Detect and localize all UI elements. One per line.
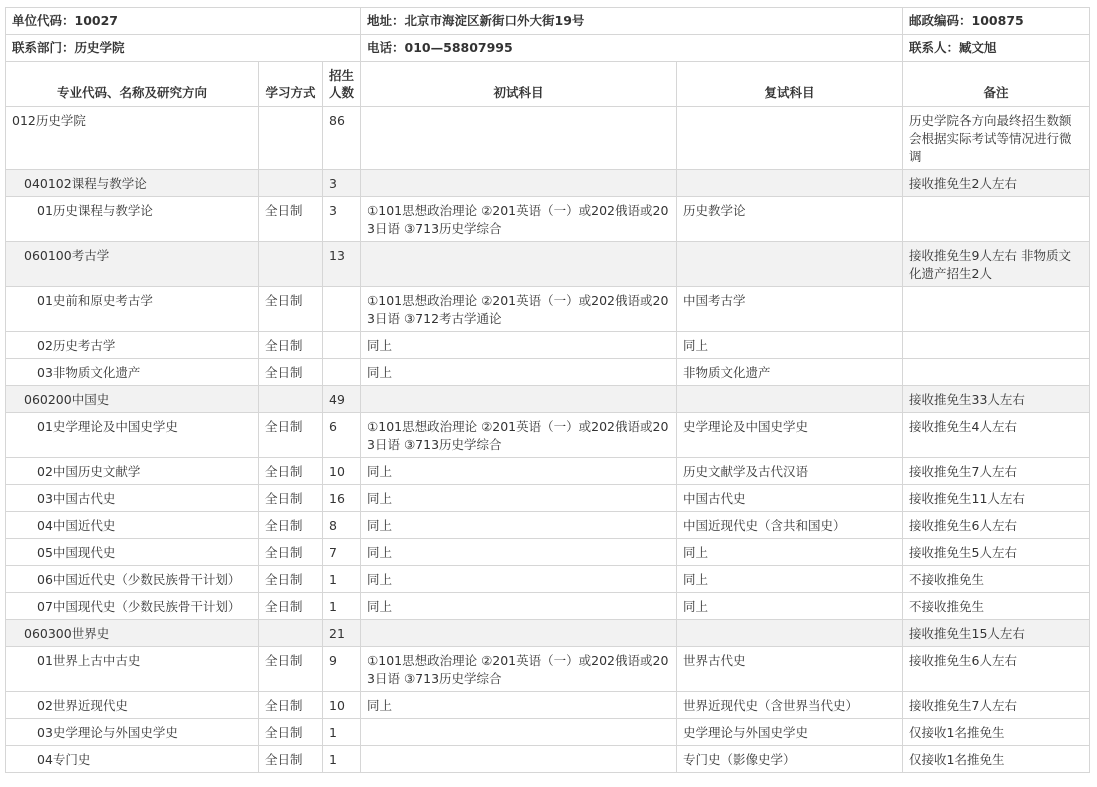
cell-count: 21 — [323, 620, 361, 647]
cell-notes: 历史学院各方向最终招生数额会根据实际考试等情况进行微调 — [903, 107, 1090, 170]
cell-major: 07中国现代史（少数民族骨干计划） — [6, 593, 259, 620]
cell-retest: 非物质文化遗产 — [677, 359, 903, 386]
address: 地址：北京市海淀区新街口外大街19号 — [361, 8, 903, 35]
cell-major: 01史前和原史考古学 — [6, 287, 259, 332]
cell-exam: 同上 — [361, 485, 677, 512]
info-row-1 — [6, 8, 1090, 35]
cell-major: 060200中国史 — [6, 386, 259, 413]
cell-retest: 历史教学论 — [677, 197, 903, 242]
cell-notes: 接收推免生2人左右 — [903, 170, 1090, 197]
table-row — [6, 620, 1090, 647]
cell-notes: 不接收推免生 — [903, 593, 1090, 620]
cell-major: 01历史课程与教学论 — [6, 197, 259, 242]
cell-retest — [677, 386, 903, 413]
cell-mode: 全日制 — [259, 719, 323, 746]
cell-count: 6 — [323, 413, 361, 458]
table-row — [6, 197, 1090, 242]
cell-retest: 中国古代史 — [677, 485, 903, 512]
cell-major: 01世界上古中古史 — [6, 647, 259, 692]
cell-notes: 接收推免生11人左右 — [903, 485, 1090, 512]
cell-retest: 史学理论与外国史学史 — [677, 719, 903, 746]
cell-major: 06中国近代史（少数民族骨干计划） — [6, 566, 259, 593]
cell-retest: 史学理论及中国史学史 — [677, 413, 903, 458]
header-count — [323, 62, 361, 107]
table-row — [6, 746, 1090, 773]
cell-major: 02历史考古学 — [6, 332, 259, 359]
cell-exam: ①101思想政治理论 ②201英语（一）或202俄语或203日语 ③713历史学综合 — [361, 413, 677, 458]
cell-major: 05中国现代史 — [6, 539, 259, 566]
header-mode: 学习方式 — [259, 62, 323, 107]
cell-notes: 接收推免生33人左右 — [903, 386, 1090, 413]
cell-count: 8 — [323, 512, 361, 539]
cell-exam — [361, 746, 677, 773]
cell-count: 9 — [323, 647, 361, 692]
cell-major: 04专门史 — [6, 746, 259, 773]
table-row — [6, 512, 1090, 539]
cell-count: 10 — [323, 458, 361, 485]
table-row — [6, 107, 1090, 170]
cell-count: 1 — [323, 566, 361, 593]
cell-notes: 仅接收1名推免生 — [903, 719, 1090, 746]
cell-mode: 全日制 — [259, 512, 323, 539]
cell-notes: 接收推免生6人左右 — [903, 647, 1090, 692]
table-row — [6, 458, 1090, 485]
cell-exam: 同上 — [361, 593, 677, 620]
cell-retest: 专门史（影像史学） — [677, 746, 903, 773]
table-row — [6, 566, 1090, 593]
cell-mode — [259, 620, 323, 647]
cell-count: 13 — [323, 242, 361, 287]
cell-count: 1 — [323, 746, 361, 773]
cell-notes: 接收推免生5人左右 — [903, 539, 1090, 566]
cell-count: 3 — [323, 197, 361, 242]
cell-major: 060300世界史 — [6, 620, 259, 647]
cell-retest — [677, 107, 903, 170]
cell-mode: 全日制 — [259, 593, 323, 620]
cell-exam: 同上 — [361, 458, 677, 485]
header-exam: 初试科目 — [361, 62, 677, 107]
cell-retest — [677, 170, 903, 197]
cell-mode — [259, 107, 323, 170]
cell-notes: 接收推免生4人左右 — [903, 413, 1090, 458]
cell-exam: 同上 — [361, 332, 677, 359]
cell-mode — [259, 170, 323, 197]
header-count-line1: 招生 — [329, 68, 355, 83]
cell-mode: 全日制 — [259, 746, 323, 773]
cell-mode: 全日制 — [259, 287, 323, 332]
cell-count: 86 — [323, 107, 361, 170]
cell-exam: 同上 — [361, 359, 677, 386]
header-row — [6, 62, 1090, 107]
header-count-line2: 人数 — [329, 85, 355, 100]
cell-count: 49 — [323, 386, 361, 413]
cell-notes: 接收推免生7人左右 — [903, 458, 1090, 485]
cell-exam — [361, 620, 677, 647]
cell-notes: 仅接收1名推免生 — [903, 746, 1090, 773]
phone: 电话：010—58807995 — [361, 35, 903, 62]
cell-notes: 接收推免生7人左右 — [903, 692, 1090, 719]
cell-exam — [361, 719, 677, 746]
cell-retest: 世界古代史 — [677, 647, 903, 692]
table-row — [6, 593, 1090, 620]
cell-major: 012历史学院 — [6, 107, 259, 170]
info-row-2 — [6, 35, 1090, 62]
cell-major: 040102课程与教学论 — [6, 170, 259, 197]
table-row — [6, 692, 1090, 719]
cell-exam: 同上 — [361, 566, 677, 593]
cell-retest — [677, 620, 903, 647]
cell-count — [323, 287, 361, 332]
cell-mode: 全日制 — [259, 566, 323, 593]
cell-mode — [259, 386, 323, 413]
cell-mode: 全日制 — [259, 359, 323, 386]
cell-exam: ①101思想政治理论 ②201英语（一）或202俄语或203日语 ③712考古学通论 — [361, 287, 677, 332]
cell-count: 16 — [323, 485, 361, 512]
cell-retest: 同上 — [677, 566, 903, 593]
cell-mode: 全日制 — [259, 413, 323, 458]
header-notes: 备注 — [903, 62, 1090, 107]
cell-notes — [903, 332, 1090, 359]
cell-count: 1 — [323, 719, 361, 746]
contact-department: 联系部门：历史学院 — [6, 35, 361, 62]
cell-mode: 全日制 — [259, 539, 323, 566]
cell-exam — [361, 386, 677, 413]
cell-major: 03史学理论与外国史学史 — [6, 719, 259, 746]
cell-count: 1 — [323, 593, 361, 620]
cell-major: 060100考古学 — [6, 242, 259, 287]
cell-count: 10 — [323, 692, 361, 719]
cell-count — [323, 359, 361, 386]
cell-major: 02世界近现代史 — [6, 692, 259, 719]
cell-notes: 接收推免生6人左右 — [903, 512, 1090, 539]
cell-mode — [259, 242, 323, 287]
cell-major: 03非物质文化遗产 — [6, 359, 259, 386]
cell-notes — [903, 287, 1090, 332]
cell-notes: 不接收推免生 — [903, 566, 1090, 593]
cell-notes: 接收推免生15人左右 — [903, 620, 1090, 647]
cell-retest: 世界近现代史（含世界当代史） — [677, 692, 903, 719]
cell-major: 04中国近代史 — [6, 512, 259, 539]
cell-major: 01史学理论及中国史学史 — [6, 413, 259, 458]
header-retest: 复试科目 — [677, 62, 903, 107]
cell-exam — [361, 170, 677, 197]
table-row — [6, 719, 1090, 746]
cell-mode: 全日制 — [259, 197, 323, 242]
table-row — [6, 647, 1090, 692]
table-row — [6, 332, 1090, 359]
cell-mode: 全日制 — [259, 458, 323, 485]
admission-table — [5, 7, 1090, 773]
cell-mode: 全日制 — [259, 692, 323, 719]
cell-mode: 全日制 — [259, 332, 323, 359]
cell-count: 7 — [323, 539, 361, 566]
table-row — [6, 386, 1090, 413]
cell-count — [323, 332, 361, 359]
cell-exam: ①101思想政治理论 ②201英语（一）或202俄语或203日语 ③713历史学综合 — [361, 647, 677, 692]
contact-person: 联系人：臧文旭 — [903, 35, 1090, 62]
cell-retest: 同上 — [677, 332, 903, 359]
cell-retest: 历史文献学及古代汉语 — [677, 458, 903, 485]
cell-retest: 中国考古学 — [677, 287, 903, 332]
cell-retest: 同上 — [677, 593, 903, 620]
cell-retest: 同上 — [677, 539, 903, 566]
cell-retest: 中国近现代史（含共和国史） — [677, 512, 903, 539]
table-row — [6, 485, 1090, 512]
cell-major: 02中国历史文献学 — [6, 458, 259, 485]
cell-notes — [903, 359, 1090, 386]
cell-exam: ①101思想政治理论 ②201英语（一）或202俄语或203日语 ③713历史学综合 — [361, 197, 677, 242]
cell-mode: 全日制 — [259, 647, 323, 692]
cell-notes — [903, 197, 1090, 242]
cell-exam: 同上 — [361, 512, 677, 539]
cell-exam — [361, 107, 677, 170]
table-row — [6, 413, 1090, 458]
cell-notes: 接收推免生9人左右 非物质文化遗产招生2人 — [903, 242, 1090, 287]
header-major: 专业代码、名称及研究方向 — [6, 62, 259, 107]
postcode: 邮政编码：100875 — [903, 8, 1090, 35]
cell-exam: 同上 — [361, 539, 677, 566]
cell-mode: 全日制 — [259, 485, 323, 512]
table-row — [6, 287, 1090, 332]
table-row — [6, 539, 1090, 566]
cell-retest — [677, 242, 903, 287]
cell-exam — [361, 242, 677, 287]
table-row — [6, 242, 1090, 287]
table-row — [6, 170, 1090, 197]
cell-major: 03中国古代史 — [6, 485, 259, 512]
cell-exam: 同上 — [361, 692, 677, 719]
unit-code: 单位代码：10027 — [6, 8, 361, 35]
cell-count: 3 — [323, 170, 361, 197]
table-row — [6, 359, 1090, 386]
